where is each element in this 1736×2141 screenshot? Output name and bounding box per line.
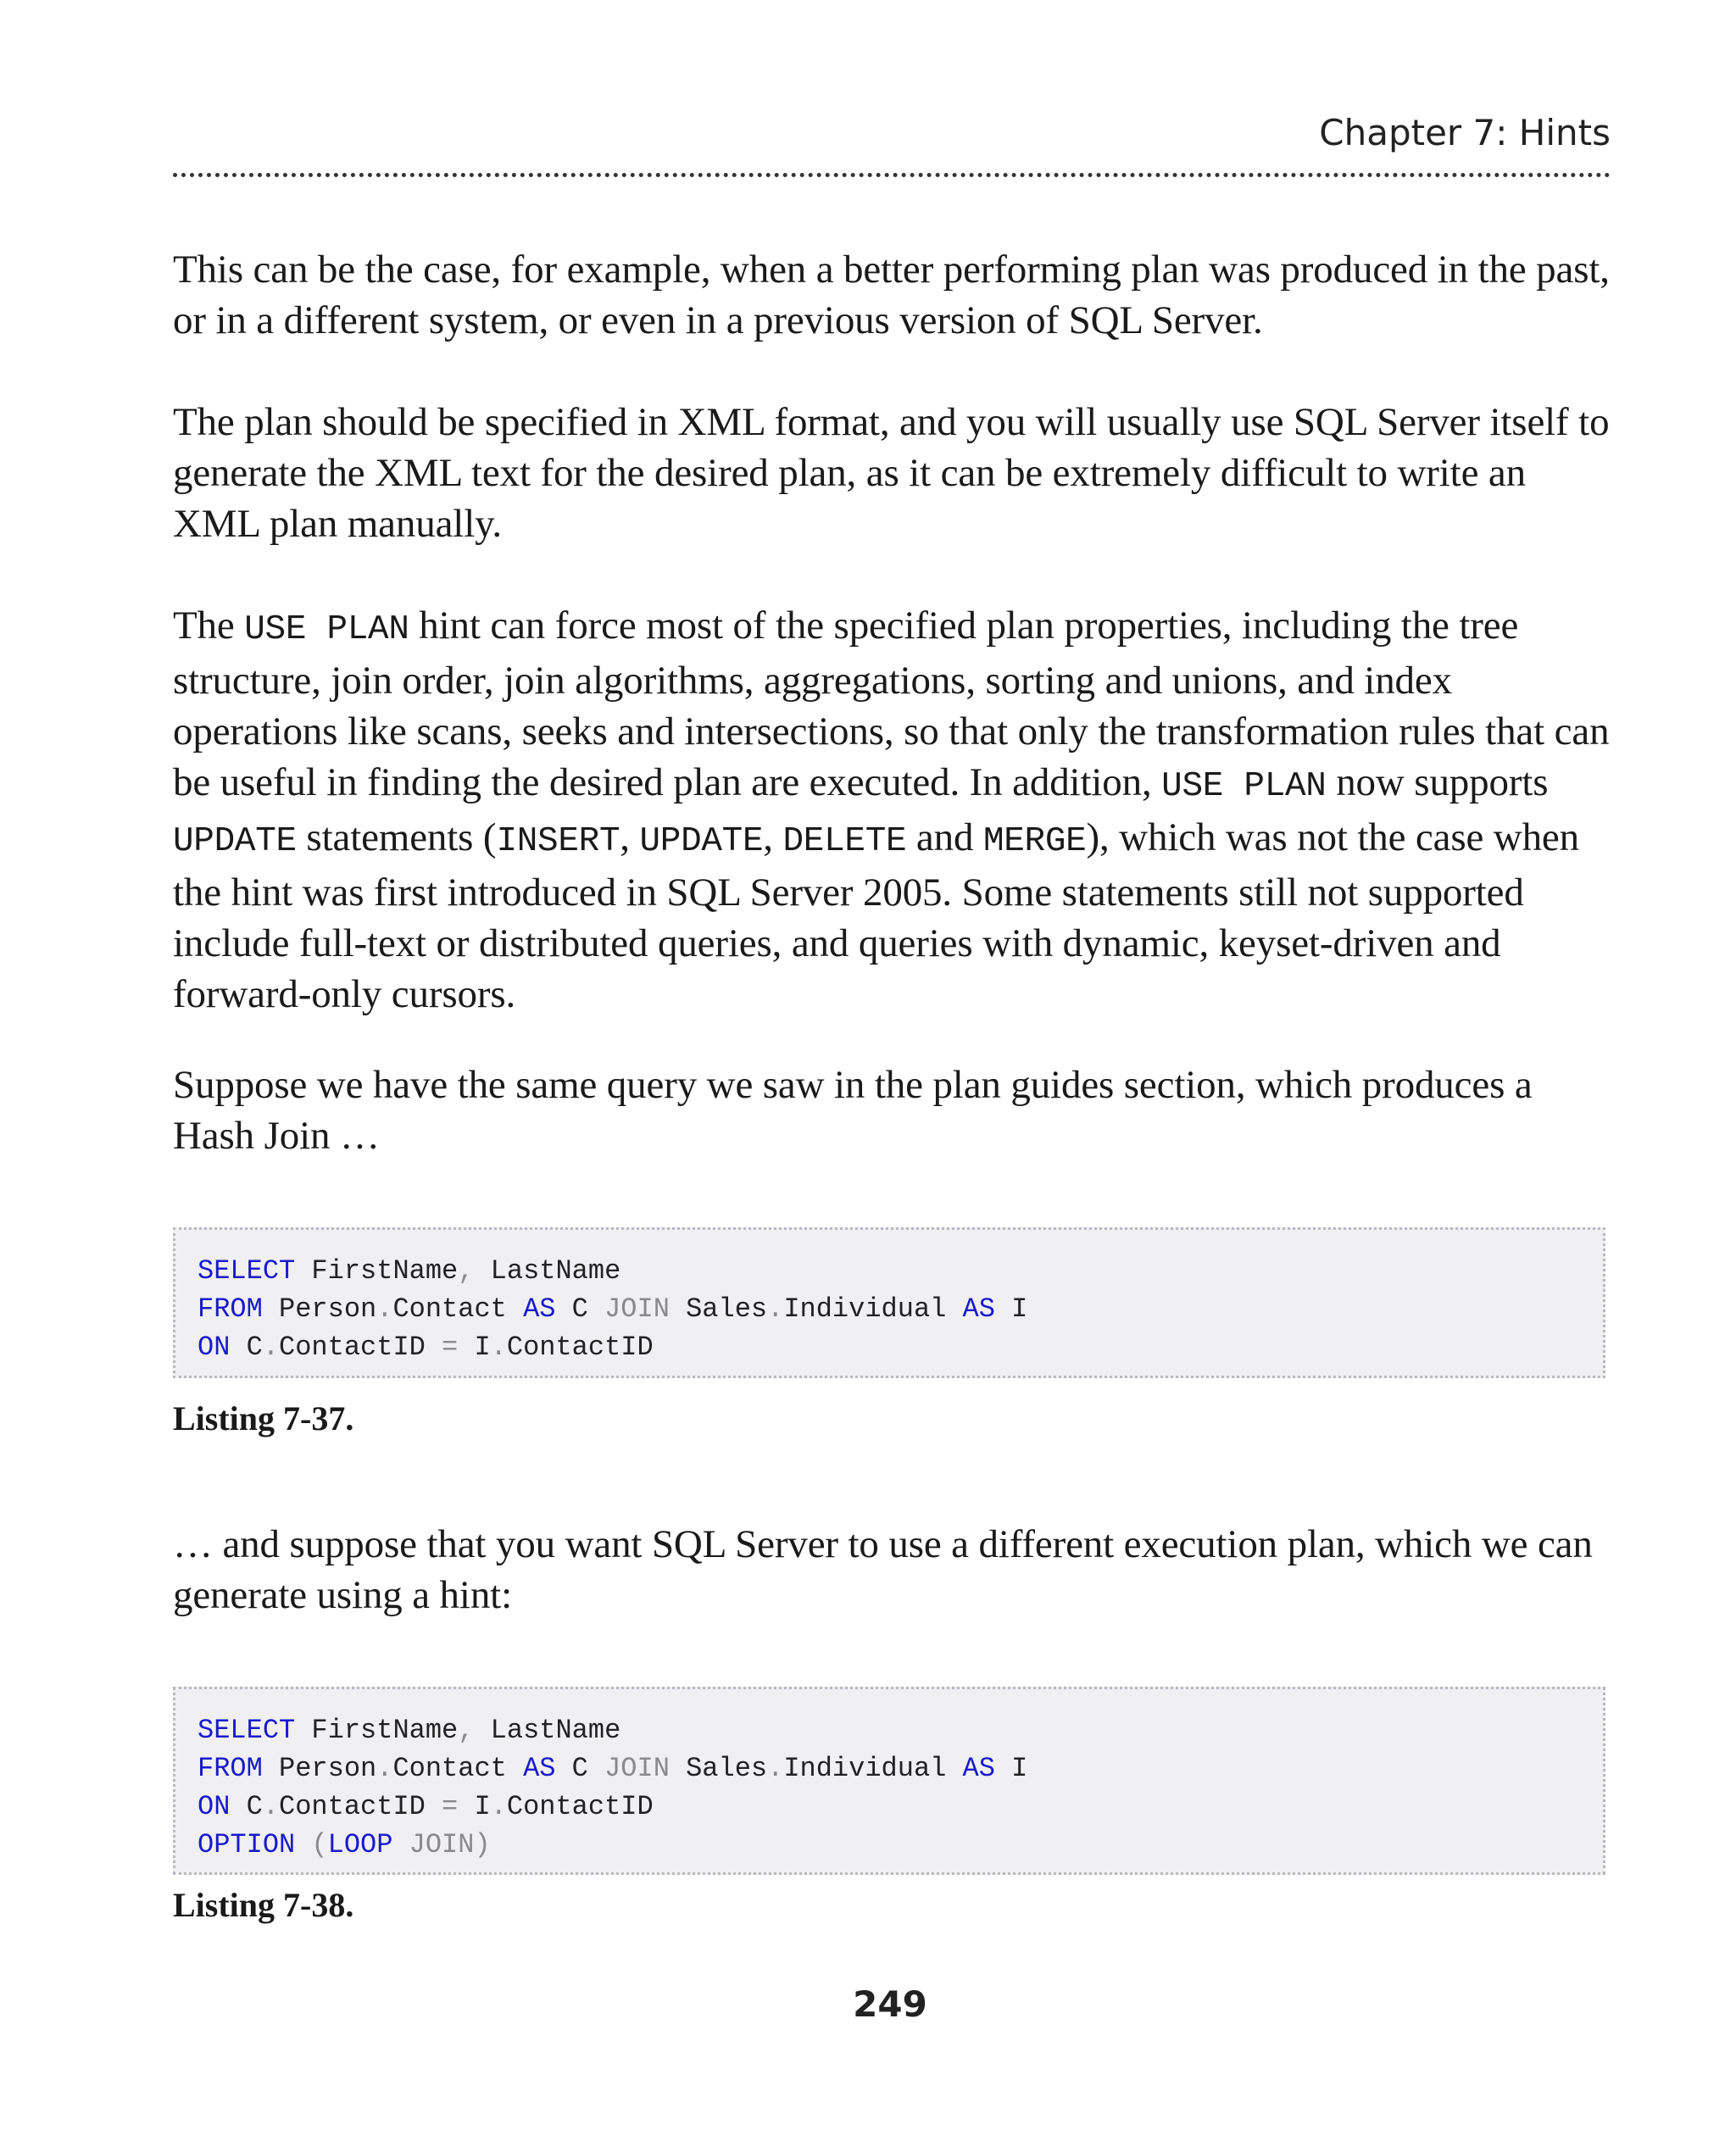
p3-text: now supports: [1326, 760, 1549, 804]
paragraph-4: Suppose we have the same query we saw in the plan guides section, which produces a Hash Join …: [173, 1063, 1533, 1158]
inline-code-use-plan: USE PLAN: [1161, 767, 1327, 806]
code-line: OPTION (LOOP JOIN): [198, 1829, 491, 1860]
paragraph-2: The plan should be specified in XML format, and you will usually use SQL Server itself to generate the XML text for the desired plan, as it can be extremely difficult to write an XML plan manually.: [173, 400, 1610, 546]
p3-text: The: [173, 603, 245, 648]
inline-code-insert: INSERT: [496, 822, 620, 861]
code-line: ON C.ContactID = I.ContactID: [198, 1332, 654, 1363]
p3-text: statements (: [296, 815, 497, 859]
code-listing-7-37: [173, 1227, 1605, 1378]
code-line: ON C.ContactID = I.ContactID: [198, 1791, 654, 1822]
inline-code-merge: MERGE: [982, 822, 1087, 861]
paragraph-5: … and suppose that you want SQL Server to use a different execution plan, which we can generate using a hint:: [173, 1522, 1593, 1617]
listing-caption: Listing 7-37.: [173, 1399, 354, 1438]
code-line: FROM Person.Contact AS C JOIN Sales.Individual AS I: [198, 1293, 1028, 1325]
code-line: SELECT FirstName, LastName: [198, 1715, 621, 1746]
inline-code-delete: DELETE: [782, 822, 907, 861]
p3-text: and: [906, 815, 983, 859]
p3-text: ), which was not the case when the hint was first introduced in SQL Server 2005. Some statements still not supported include full-text or distributed queries, and queries with dynamic, keyset-driven and forward-only cursors.: [173, 815, 1579, 1016]
page-number: 249: [853, 1983, 927, 2025]
p3-text: hint can force most of the specified plan properties, including the tree structure, join order, join algorithms, aggregations, sorting and unions, and index operations like scans, seeks and intersections, so that only the transformation rules that can be useful in finding the desired plan are executed. In addition,: [173, 603, 1610, 804]
paragraph-3: [173, 600, 1614, 1020]
code-line: FROM Person.Contact AS C JOIN Sales.Individual AS I: [198, 1753, 1028, 1784]
inline-code-update: UPDATE: [639, 822, 764, 861]
listing-caption: Listing 7-38.: [173, 1886, 354, 1924]
chapter-header: Chapter 7: Hints: [1319, 112, 1611, 153]
p3-text: ,: [620, 815, 640, 859]
header-divider: [173, 173, 1611, 177]
code-line: SELECT FirstName, LastName: [198, 1255, 621, 1287]
paragraph-1: This can be the case, for example, when a better performing plan was produced in the past, or in a different system, or even in a previous version of SQL Server.: [173, 247, 1610, 342]
p3-text: ,: [763, 815, 783, 859]
inline-code-update: UPDATE: [173, 822, 297, 861]
inline-code-use-plan: USE PLAN: [244, 610, 409, 649]
code-listing-7-38: [173, 1687, 1605, 1875]
